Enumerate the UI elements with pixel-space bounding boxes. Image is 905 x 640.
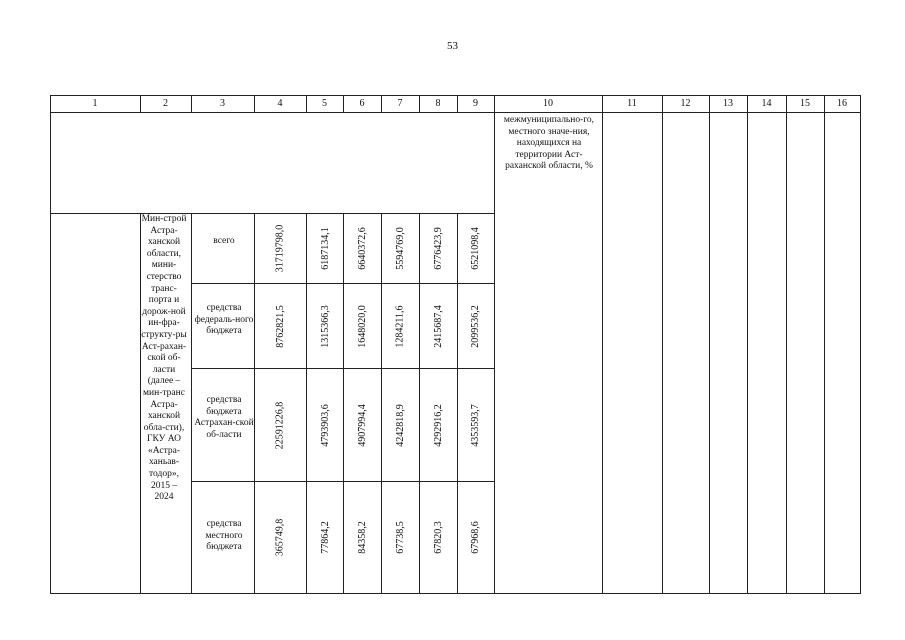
value-cell: 4353593,7: [469, 403, 481, 447]
value-cell: 67820,3: [432, 520, 444, 554]
column-header: 7: [397, 98, 403, 109]
value-cell: 6187134,1: [319, 226, 331, 270]
value-cell: 2099536,2: [469, 304, 481, 348]
value-cell: 22591226,8: [274, 401, 286, 449]
row-label-local: средства местного бюджета: [205, 519, 243, 553]
column-header: 6: [359, 98, 365, 109]
value-cell: 67968,6: [469, 520, 481, 554]
column-header: 14: [761, 98, 772, 109]
row-label-total: всего: [213, 236, 235, 246]
column-header: 9: [473, 98, 478, 109]
value-cell: 31719798,0: [274, 224, 286, 272]
value-cell: 1648020,0: [356, 304, 368, 348]
value-cell: 4907994,4: [356, 403, 368, 447]
value-cell: 4292916,2: [432, 403, 444, 447]
column-header: 16: [837, 98, 847, 109]
column-header: 15: [800, 98, 810, 109]
column-header: 10: [543, 98, 553, 109]
value-cell: 8762821,5: [274, 304, 286, 348]
column-header: 1: [92, 98, 98, 109]
column-header: 12: [680, 98, 691, 109]
column-header: 2: [163, 98, 168, 109]
value-cell: 6521098,4: [469, 226, 481, 270]
value-cell: 6776423,9: [432, 226, 444, 270]
column-header: 3: [220, 98, 225, 109]
value-cell: 5594769,0: [394, 226, 406, 270]
value-cell: 84358,2: [356, 520, 368, 554]
indicator-text: межмуниципально-го, местного значе-ния, находящихся на территории Аст-раханской области, %: [503, 115, 595, 172]
column-header: 8: [435, 98, 441, 109]
value-cell: 365749,8: [274, 518, 286, 556]
value-cell: 77864,2: [319, 520, 331, 554]
value-cell: 1284211,6: [394, 304, 406, 348]
row-label-federal: средства федераль-ного бюджета: [194, 303, 254, 337]
value-cell: 1315366,3: [319, 304, 331, 348]
value-cell: 2415687,4: [432, 304, 444, 348]
column-header: 11: [627, 98, 637, 109]
value-cell: 4242818,9: [394, 403, 406, 447]
value-cell: 67738,5: [394, 520, 406, 554]
column-header: 4: [277, 98, 283, 109]
executor-text: Мин-строй Астра-ханской области, мини-стерство транс-порта и дорож-ной ин-фра-структу-ры Аст-рахан-ской об-ласти (далее – мин-транс Астра-ханской обла-сти), ГКУ АО «Астра-ханьав-тодор», 2015 – 2024: [141, 214, 187, 503]
row-label-regional: средства бюджета Астрахан-ской об-ласти: [194, 395, 254, 440]
page-number: 53: [447, 40, 458, 52]
column-header: 13: [723, 98, 733, 109]
value-cell: 6640372,6: [356, 226, 368, 270]
column-header: 5: [322, 98, 327, 109]
value-cell: 4793903,6: [319, 403, 331, 447]
